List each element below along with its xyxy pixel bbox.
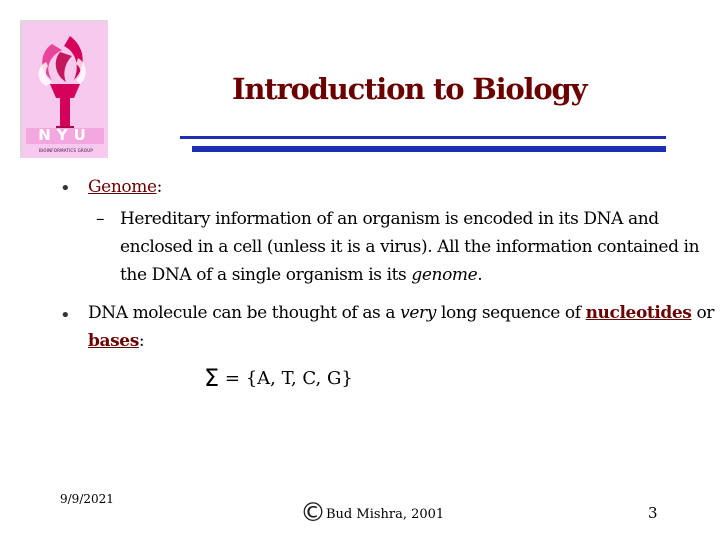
genome-colon: : xyxy=(156,177,162,197)
alphabet-set: = {A, T, C, G} xyxy=(219,368,353,389)
sub-bullet-line-3: the DNA of a single organism is its genome. xyxy=(120,265,483,285)
copyright-icon: © xyxy=(300,498,326,528)
bullet-marker: • xyxy=(60,178,71,199)
genome-term: Genome xyxy=(88,177,157,197)
page-number: 3 xyxy=(648,504,658,522)
bullet-genome xyxy=(88,176,162,198)
genome-emphasis: genome xyxy=(411,265,478,285)
title-rule-thin xyxy=(180,136,666,139)
bullet-dna-line-2: bases: xyxy=(88,331,145,351)
bullet-marker: • xyxy=(60,305,71,326)
sub-bullet-line-2: enclosed in a cell (unless it is a virus). All the information contained in xyxy=(120,237,700,257)
footer-author: Bud Mishra, 2001 xyxy=(326,507,445,522)
bullet-dna-line-1: DNA molecule can be thought of as a very long sequence of nucleotides or xyxy=(88,303,715,323)
logo-letters: NYU xyxy=(38,126,92,144)
footer-copyright xyxy=(300,498,444,528)
slide-title: Introduction to Biology xyxy=(232,72,587,106)
bases-keyword: bases xyxy=(88,331,139,351)
sigma-symbol: Σ xyxy=(204,364,220,392)
sub-bullet-line-1: Hereditary information of an organism is encoded in its DNA and xyxy=(120,209,659,229)
title-rule-thick xyxy=(192,146,666,152)
nyu-logo xyxy=(20,20,108,158)
logo-caption: BIOINFORMATICS GROUP xyxy=(39,148,93,153)
sub-bullet-dash: – xyxy=(96,209,105,229)
alphabet-definition xyxy=(204,362,353,390)
nucleotides-keyword: nucleotides xyxy=(585,303,692,323)
footer-date: 9/9/2021 xyxy=(60,492,114,506)
